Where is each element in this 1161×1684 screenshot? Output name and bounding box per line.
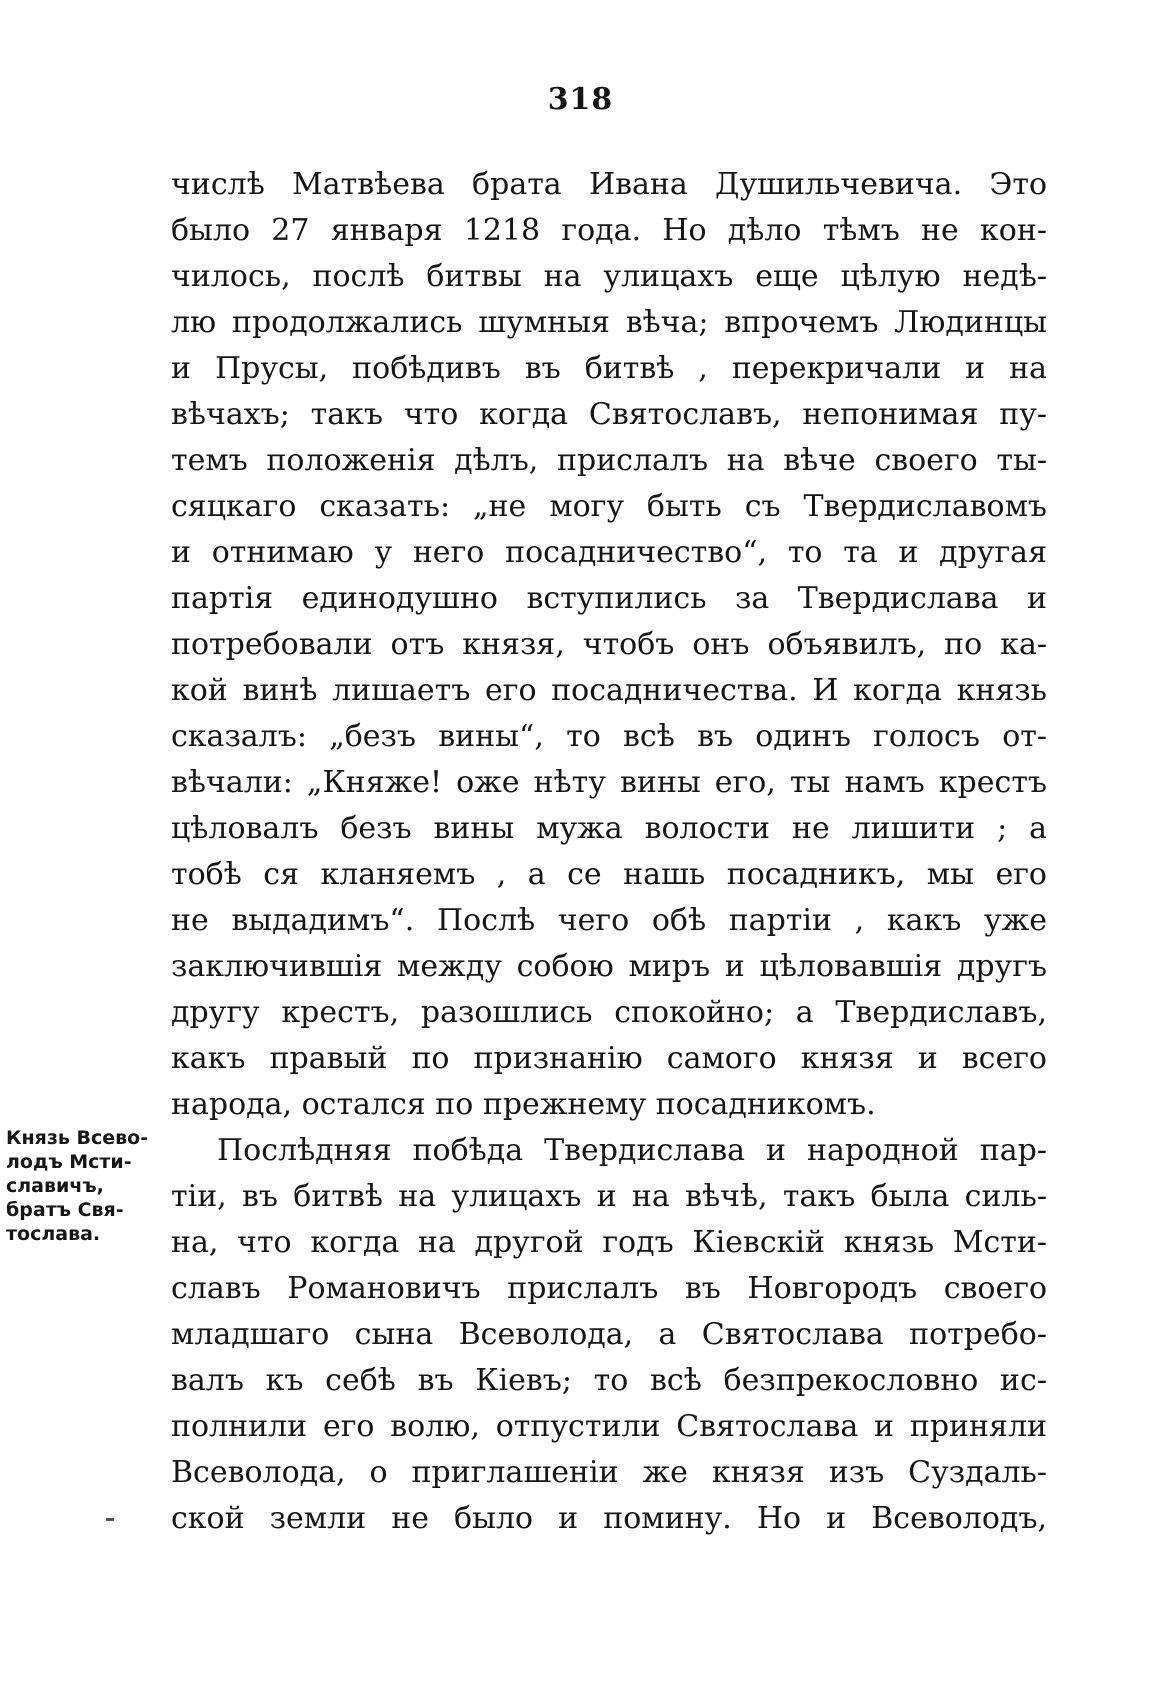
text-line: чилось, послѣ битвы на улицахъ еще цѣлую недѣ- bbox=[171, 259, 1047, 294]
text-line: тобѣ ся кланяемъ , а се нашь посадникъ, мы его bbox=[171, 857, 1047, 892]
text-line: другу крестъ, разошлись спокойно; а Твердиславъ, bbox=[171, 995, 1047, 1030]
marginal-note-line: братъ Свя- bbox=[6, 1199, 124, 1221]
text-line: числѣ Матвѣева брата Ивана Душильчевича. Это bbox=[171, 167, 1047, 202]
text-line: кой винѣ лишаетъ его посадничества. И когда князь bbox=[171, 673, 1047, 708]
text-line: было 27 января 1218 года. Но дѣло тѣмъ не кон- bbox=[171, 213, 1047, 248]
text-line: заключившія между собою миръ и цѣловавшія другъ bbox=[171, 949, 1047, 984]
text-line: славъ Романовичъ прислалъ въ Новгородъ своего bbox=[171, 1271, 1047, 1306]
text-line: вѣчахъ; такъ что когда Святославъ, непонимая пу- bbox=[171, 397, 1047, 432]
marginal-note-line: Князь Всево- bbox=[6, 1127, 149, 1149]
text-line: вѣчали: „Княже! оже нѣту вины его, ты намъ крестъ bbox=[171, 765, 1047, 800]
text-line: не выдадимъ“. Послѣ чего обѣ партіи , какъ уже bbox=[171, 903, 1047, 938]
text-line: и отнимаю у него посадничество“, то та и другая bbox=[171, 535, 1047, 570]
main-text bbox=[171, 162, 1047, 1542]
text-line: ской земли не было и помину. Но и Всеволодъ, bbox=[171, 1501, 1047, 1536]
text-line: сяцкаго сказать: „не могу быть съ Твердиславомъ bbox=[171, 489, 1047, 524]
text-line: Всеволода, о приглашеніи же князя изъ Суздаль- bbox=[171, 1455, 1047, 1490]
page-number: 318 bbox=[547, 82, 614, 117]
text-line: и Прусы, побѣдивъ въ битвѣ , перекричали и на bbox=[171, 351, 1047, 386]
text-line: тіи, въ битвѣ на улицахъ и на вѣчѣ, такъ была силь- bbox=[171, 1179, 1047, 1214]
text-line: на, что когда на другой годъ Кіевскій князь Мсти- bbox=[171, 1225, 1047, 1260]
text-line: полнили его волю, отпустили Святослава и приняли bbox=[171, 1409, 1047, 1444]
marginal-note-line: славичъ, bbox=[6, 1175, 104, 1197]
text-line-paragraph-end: народа, остался по прежнему посадникомъ. bbox=[171, 1087, 876, 1122]
text-line-paragraph-start: Послѣдняя побѣда Твердислава и народной пар- bbox=[217, 1133, 1047, 1168]
text-line: потребовали отъ князя, чтобъ онъ объявилъ, по ка- bbox=[171, 627, 1047, 662]
marginal-note-line: лодъ Мсти- bbox=[6, 1151, 132, 1173]
margin-mark bbox=[106, 1518, 114, 1521]
marginal-note-line: тослава. bbox=[6, 1223, 101, 1245]
text-line: валъ къ себѣ въ Кіевъ; то всѣ безпрекословно ис- bbox=[171, 1363, 1047, 1398]
marginal-note bbox=[6, 1126, 164, 1246]
text-line: сказалъ: „безъ вины“, то всѣ въ одинъ голосъ от- bbox=[171, 719, 1047, 754]
text-line: цѣловалъ безъ вины мужа волости не лишити ; а bbox=[171, 811, 1047, 846]
text-line: темъ положенія дѣлъ, прислалъ на вѣче своего ты- bbox=[171, 443, 1047, 478]
text-line: партія единодушно вступились за Твердислава и bbox=[171, 581, 1047, 616]
text-line: младшаго сына Всеволода, а Святослава потребо- bbox=[171, 1317, 1047, 1352]
text-line: какъ правый по признанію самого князя и всего bbox=[171, 1041, 1047, 1076]
text-line: лю продолжались шумныя вѣча; впрочемъ Людинцы bbox=[171, 305, 1047, 340]
